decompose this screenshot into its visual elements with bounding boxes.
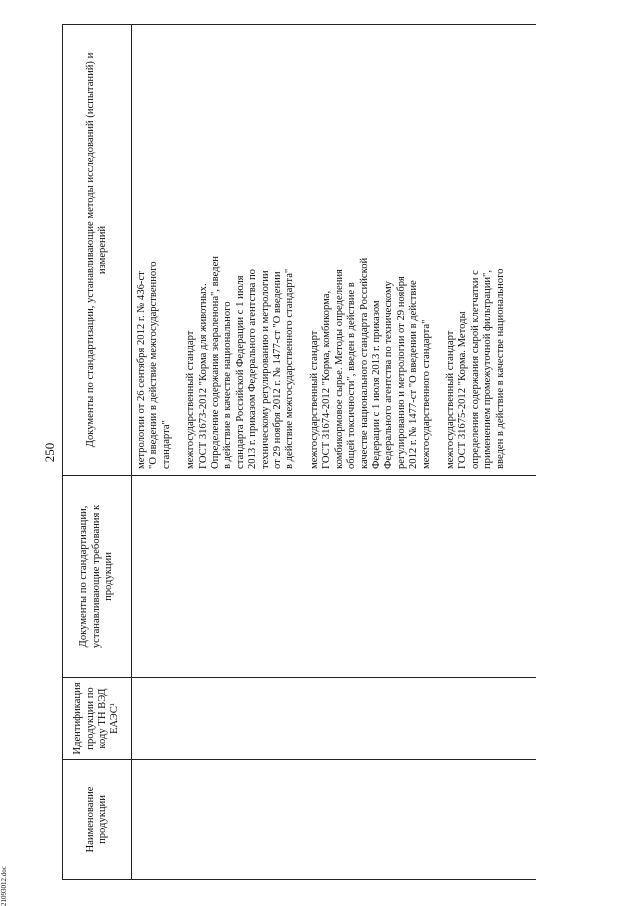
text-line: применением промежуточной фильтрации",	[482, 270, 494, 469]
text-line: "О введении в действие межгосударственного	[148, 261, 160, 469]
text-line: в действие межгосударственного стандарта"	[284, 268, 296, 469]
text-line: определения содержания сырой клетчатки с	[469, 270, 481, 469]
footer-filename-text: 21093012.doc	[0, 866, 8, 906]
text-line: техническому регулированию и метрологии	[259, 270, 271, 469]
text-line: ГОСТ 31673-2012 "Корма для животных.	[197, 283, 209, 469]
text-line: общей токсичности", введен в действие в	[346, 282, 358, 469]
table-row	[132, 25, 537, 880]
text-line: ГОСТ 31674-2012 "Корма, комбикорма,	[321, 290, 333, 469]
standards-table	[62, 24, 536, 880]
standard-entry	[136, 31, 173, 469]
landscape-content	[40, 25, 580, 880]
table-header-row	[63, 25, 132, 880]
footer-filename	[0, 826, 20, 906]
text-line: ГОСТ 31675-2012 "Корма. Методы	[457, 311, 469, 469]
text-line: межгосударственный стандарт	[185, 330, 197, 469]
header-method-standards: Документы по стандартизации, устанавливающие методы исследований (испытаний) и измерений	[63, 25, 132, 476]
cell-requirement-standards	[132, 476, 537, 678]
text-line: стандарта Российской Федерации с 1 июля	[234, 275, 246, 469]
document-page	[40, 25, 580, 880]
page-number: 250	[42, 442, 57, 463]
cell-tn-ved-code	[132, 678, 537, 760]
text-line: Федерации с 1 июля 2013 г. приказом	[370, 300, 382, 469]
text-line: в действие в качестве национального	[222, 301, 234, 469]
text-line: от 29 ноября 2012 г. № 1477-ст "О введении	[272, 271, 284, 469]
text-line: введен в действие в качестве национального	[494, 268, 506, 469]
text-line: межгосударственный стандарт	[444, 330, 456, 469]
header-requirement-standards: Документы по стандартизации, устанавливающие требования к продукции	[63, 476, 132, 678]
text-line: качестве национального стандарта Российской	[358, 257, 370, 469]
text-line: метрологии от 26 сентября 2012 г. № 436-ст	[136, 271, 147, 469]
cell-product-name	[132, 760, 537, 880]
text-line: 2012 г. № 1477-ст "О введении в действие	[408, 280, 420, 469]
text-line: регулированию и метрологии от 29 ноября	[395, 276, 407, 469]
header-tn-ved-code: Идентификация продукции по коду ТН ВЭД ЕАЭС¹	[63, 678, 132, 760]
text-line: Определение содержания зеараленона", введен	[210, 256, 222, 469]
header-product-name: Наименование продукции	[63, 760, 132, 880]
text-line: Федерального агентства по техническому	[383, 281, 395, 469]
standard-entry	[309, 31, 433, 469]
text-line: 2013 г. приказом Федерального агентства по	[247, 269, 259, 469]
text-line: межгосударственный стандарт	[308, 330, 320, 469]
text-line: стандарта"	[160, 420, 172, 469]
text-line: комбикормовое сырье. Методы определения	[333, 269, 345, 469]
standard-entry	[185, 31, 297, 469]
cell-method-standards	[132, 25, 537, 476]
text-line: межгосударственного стандарта"	[420, 319, 432, 469]
standard-entry	[445, 31, 507, 469]
